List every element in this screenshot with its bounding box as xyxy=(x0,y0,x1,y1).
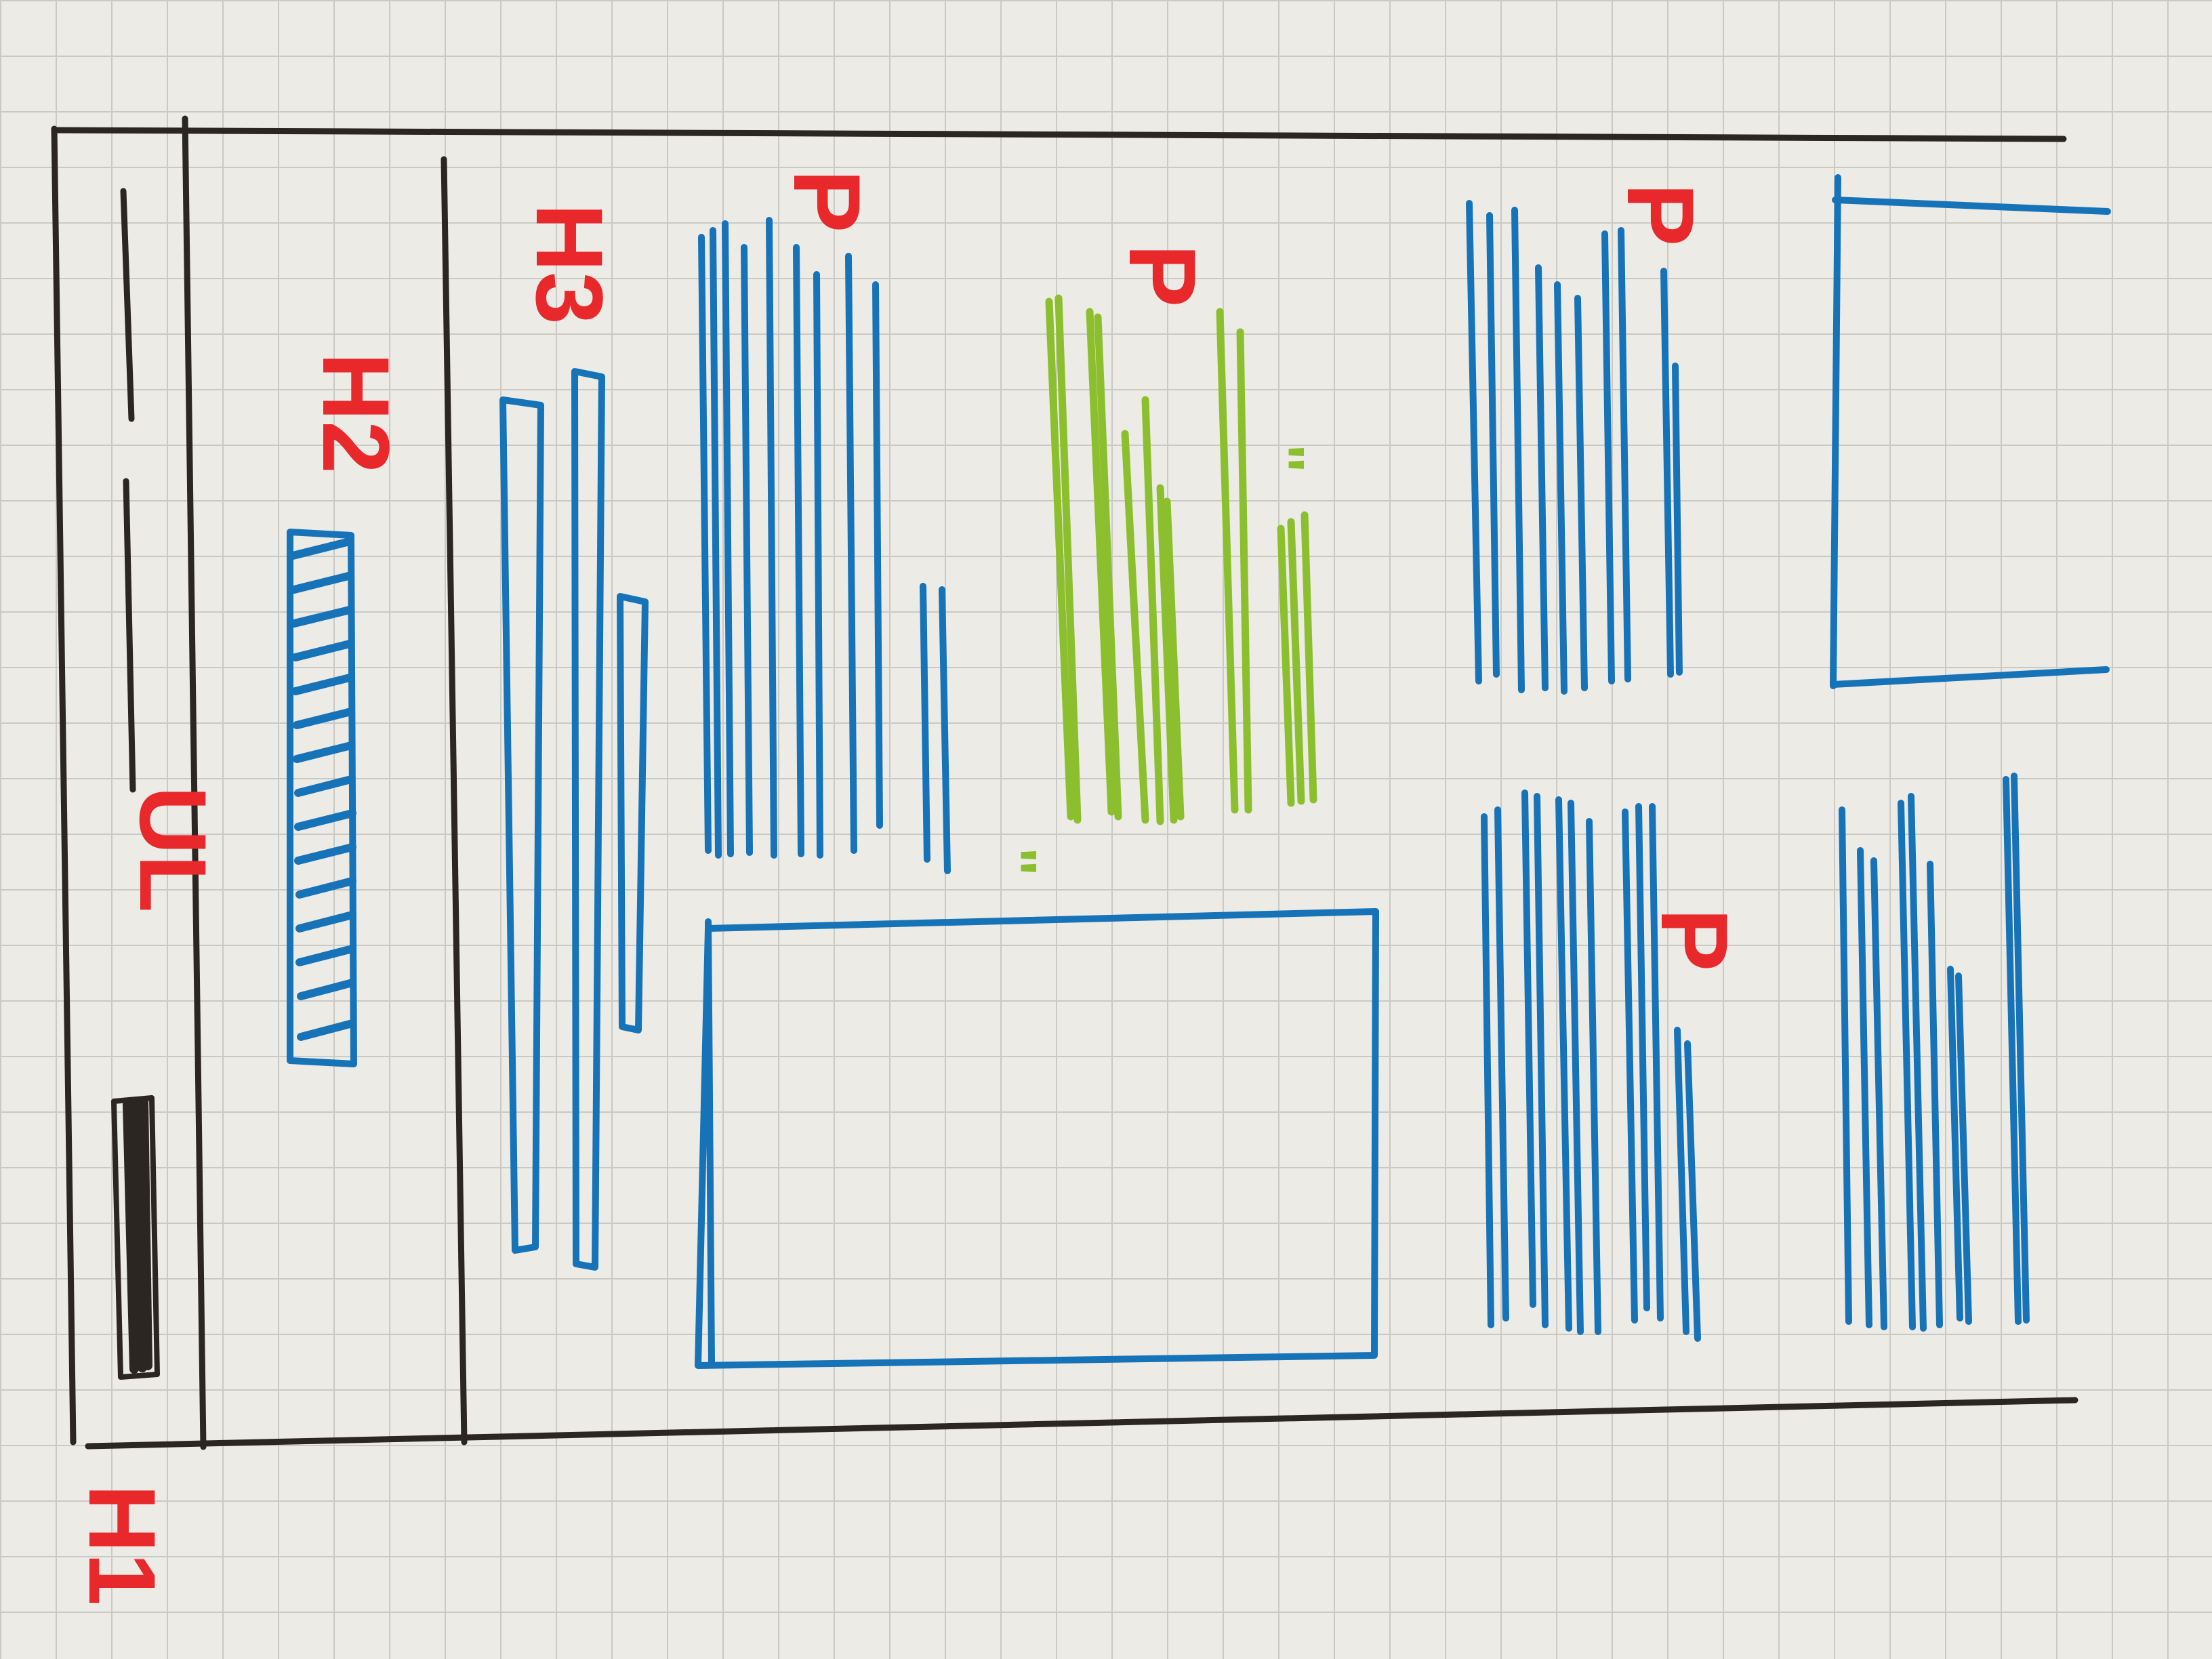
label-p-side-top: P xyxy=(1607,183,1714,247)
hero-divider xyxy=(444,159,464,1442)
main-paragraph-lines xyxy=(701,220,947,871)
label-h2: H2 xyxy=(303,352,409,474)
quote-paragraph-lines xyxy=(1049,298,1313,821)
header-divider xyxy=(185,119,203,1447)
page-frame xyxy=(54,119,2075,1447)
label-h1: H1 xyxy=(69,1484,176,1605)
side-paragraph-bottom-lines xyxy=(1484,793,1698,1338)
side-paragraph-top-lines xyxy=(1469,203,1679,691)
side-image-box xyxy=(1833,178,2108,686)
side-text-block-lines xyxy=(1842,776,2026,1328)
frame-bottom-edge xyxy=(88,1400,2075,1446)
hero-hatched-banner xyxy=(290,532,354,1064)
label-h3: H3 xyxy=(516,203,623,325)
label-p-side-bottom: P xyxy=(1641,908,1748,972)
label-p-main: P xyxy=(774,169,880,233)
quote-mark-open: " xyxy=(980,847,1048,876)
header-logo-block xyxy=(114,1098,157,1377)
frame-top-edge xyxy=(54,130,2064,139)
label-p-quote: P xyxy=(1109,244,1216,308)
frame-left-edge xyxy=(54,129,73,1442)
label-ul: UL xyxy=(120,786,226,913)
quote-mark-close: " xyxy=(1248,444,1316,473)
header-nav-list xyxy=(123,191,133,790)
main-image-box xyxy=(698,912,1376,1366)
main-heading-lines xyxy=(503,371,645,1267)
